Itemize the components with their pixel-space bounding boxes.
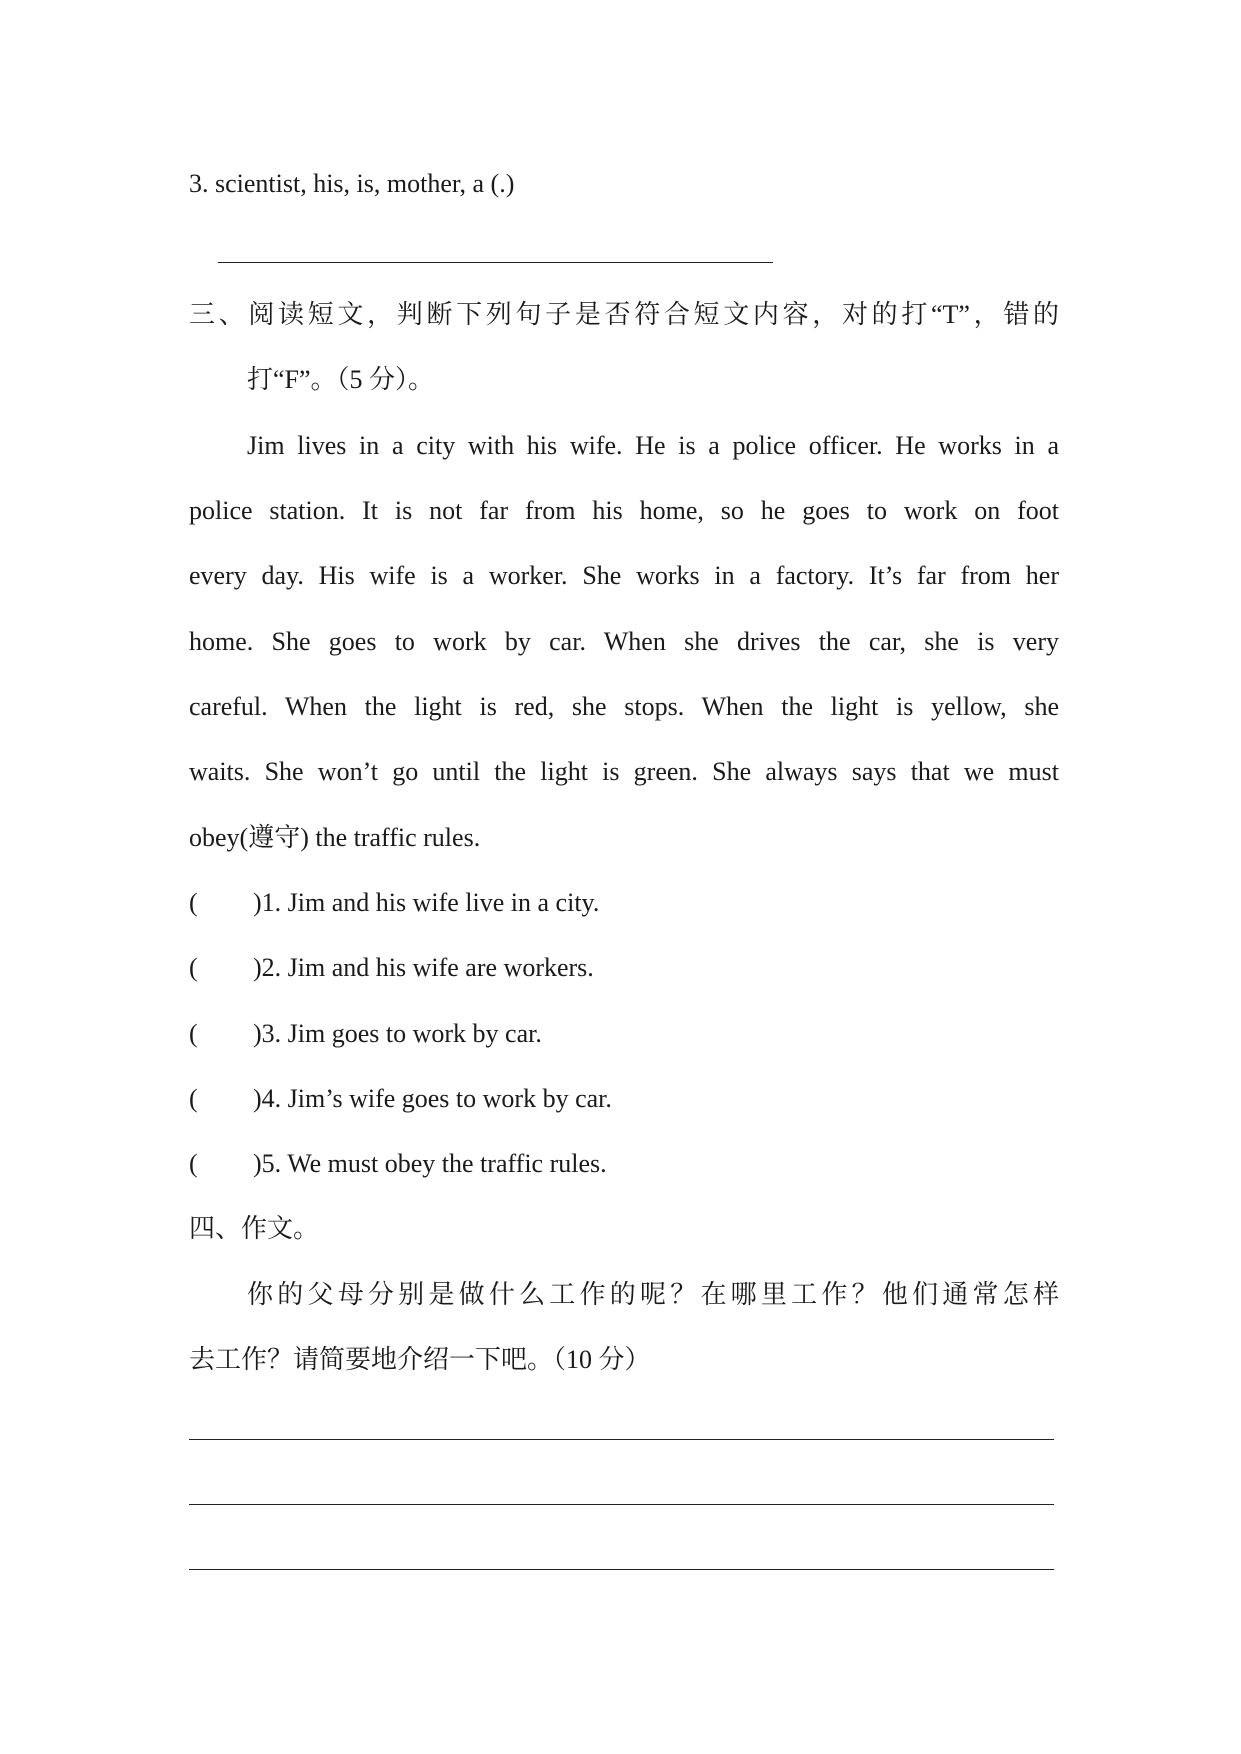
tf-item-text: )5. We must obey the traffic rules. xyxy=(253,1149,607,1178)
tf-item-text: )2. Jim and his wife are workers. xyxy=(253,953,594,982)
passage-line-6: waits. She won’t go until the light is green. She always says that we must xyxy=(189,757,1059,786)
tf-item-2 xyxy=(189,950,594,986)
tf-item-text: )1. Jim and his wife live in a city. xyxy=(253,888,600,917)
tf-item-5 xyxy=(189,1146,607,1182)
passage-line-4: home. She goes to work by car. When she drives the car, she is very xyxy=(189,627,1059,656)
writing-line-2[interactable] xyxy=(189,1504,1054,1505)
tf-answer-slot-4[interactable]: ( xyxy=(189,1084,198,1113)
passage-line-5: careful. When the light is red, she stops. When the light is yellow, she xyxy=(189,692,1059,721)
section-4-prompt-line-1: 你的父母分别是做什么工作的呢？在哪里工作？他们通常怎样 xyxy=(247,1280,1059,1309)
section-3-heading-line-2: 打“F”。（5 分）。 xyxy=(247,365,435,394)
section-4-heading: 四、作文。 xyxy=(189,1214,320,1243)
tf-item-text: )4. Jim’s wife goes to work by car. xyxy=(253,1084,612,1113)
writing-line-1[interactable] xyxy=(189,1439,1054,1440)
tf-item-1 xyxy=(189,885,599,921)
tf-item-text: )3. Jim goes to work by car. xyxy=(253,1019,542,1048)
tf-item-3 xyxy=(189,1016,542,1052)
answer-line-q3 xyxy=(218,262,773,263)
passage-line-7: obey(遵守) the traffic rules. xyxy=(189,823,481,852)
tf-answer-slot-5[interactable]: ( xyxy=(189,1149,198,1178)
tf-answer-slot-1[interactable]: ( xyxy=(189,888,198,917)
tf-item-4 xyxy=(189,1081,612,1117)
passage-line-2: police station. It is not far from his home, so he goes to work on foot xyxy=(189,496,1059,525)
question-3-prompt: 3. scientist, his, is, mother, a (.) xyxy=(189,169,515,198)
tf-answer-slot-2[interactable]: ( xyxy=(189,953,198,982)
section-3-heading-line-1: 三、阅读短文，判断下列句子是否符合短文内容，对的打“T”，错的 xyxy=(189,300,1059,329)
passage-line-3: every day. His wife is a worker. She works in a factory. It’s far from her xyxy=(189,561,1059,590)
section-4-prompt-line-2: 去工作？请简要地介绍一下吧。（10 分） xyxy=(189,1345,651,1374)
writing-line-3[interactable] xyxy=(189,1569,1054,1570)
tf-answer-slot-3[interactable]: ( xyxy=(189,1019,198,1048)
passage-line-1: Jim lives in a city with his wife. He is a police officer. He works in a xyxy=(247,431,1059,460)
